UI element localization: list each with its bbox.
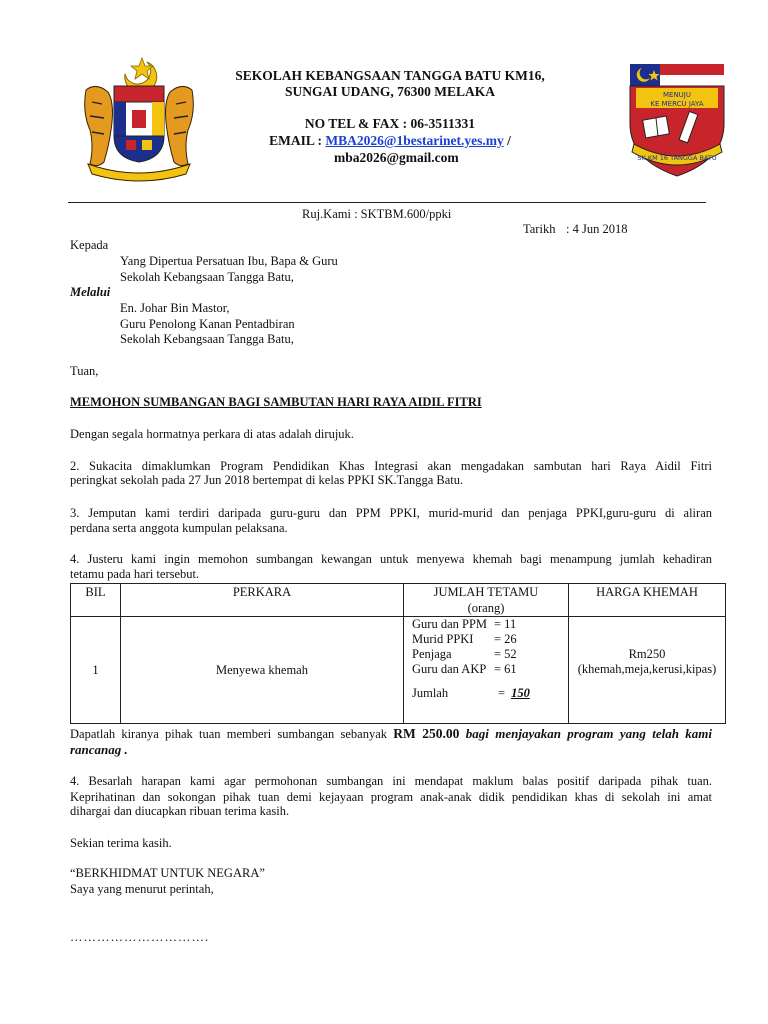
table-header-row [71,584,726,617]
para2-line-1: 2. Sukacita dimaklumkan Program Pendidikan Khas Integrasi akan mengadakan sambutan hari Raya Aidil Fitri [70,459,712,473]
via-line-1: En. Johar Bin Mastor, [120,301,230,315]
header-jumlah [404,584,569,617]
header-jumlah-sub: (orang) [467,601,505,615]
header-divider [68,202,706,203]
table-row [71,617,726,724]
school-logo [628,60,726,178]
email-label: EMAIL : [269,133,326,148]
email-secondary: mba2026@gmail.com [334,150,459,165]
date-value: : 4 Jun 2018 [566,222,628,236]
salutation: Tuan, [70,364,99,378]
para6-line-1: 4. Besarlah harapan kami agar permohonan sumbangan ini mendapat maklum balas positif daripada pihak tuan. [70,774,712,788]
coat-of-arms-logo [78,52,200,184]
para6-line-3: dihargai dan diucapkan ribuan terima kasih. [70,804,290,818]
kepada-label: Kepada [70,238,109,252]
guest-item [412,632,565,647]
header-bil: BIL [71,584,121,617]
para5-line-1 [70,726,712,742]
row-harga [569,617,726,724]
school-logo-text-bottom: SK KM 16 TANGGA BATU [637,154,717,162]
signoff: Saya yang menurut perintah, [70,882,214,896]
school-logo-text-mid: KE MERCU JAYA [650,100,704,108]
motto: “BERKHIDMAT UNTUK NEGARA” [70,866,265,880]
para6-line-2: Keprihatinan dan sokongan pihak tuan demi kejayaan program anak-anak didik pendidikan khas di sekolah ini amat [70,790,712,804]
total-eq: = [498,686,506,700]
via-line-3: Sekolah Kebangsaan Tangga Batu, [120,332,294,346]
school-name: SEKOLAH KEBANGSAAN TANGGA BATU KM16, [235,68,545,83]
email-line [200,133,580,149]
guest-value: = 26 [494,632,517,646]
para2-line-2: peringkat sekolah pada 27 Jun 2018 bertempat di kelas PPKI SK.Tangga Batu. [70,473,464,487]
price-value: Rm250 [628,647,666,661]
guest-item [412,647,565,662]
para4-line-1: 4. Justeru kami ingin memohon sumbangan kewangan untuk menyewa khemah bagi menampung jumlah kehadiran [70,552,712,566]
school-address: SUNGAI UDANG, 76300 MELAKA [284,84,495,99]
guest-value: = 52 [494,647,517,661]
total-value: 150 [511,686,530,700]
via-line-2: Guru Penolong Kanan Pentadbiran [120,317,295,331]
guest-total [412,686,565,701]
email-primary-link[interactable]: MBA2026@1bestarinet.yes.my [325,133,504,148]
reference-number: Ruj.Kami : SKTBM.600/ppki [302,207,452,221]
row-perkara: Menyewa khemah [121,617,404,724]
date-label: Tarikh [523,222,556,236]
para5-text: Dapatlah kiranya pihak tuan memberi sumbangan sebanyak [70,727,394,741]
signature-line: …………………………. [70,930,210,944]
subject-heading: MEMOHON SUMBANGAN BAGI SAMBUTAN HARI RAYA AIDIL FITRI [70,395,482,409]
guest-value: = 61 [494,662,517,676]
para5-amount: RM 250.00 [393,726,466,741]
guest-item [412,662,565,677]
para4-line-2: tetamu pada hari tersebut. [70,567,200,581]
guest-label: Guru dan AKP [412,662,487,676]
header-jumlah-title: JUMLAH TETAMU [433,585,539,599]
recipient-line-2: Sekolah Kebangsaan Tangga Batu, [120,270,294,284]
para5-bold-text: bagi menjayakan program yang telah kami [465,726,712,741]
header-harga: HARGA KHEMAH [569,584,726,617]
tent-rental-table [70,583,726,724]
para3-line-2: perdana serta anggota kumpulan pelaksana. [70,521,288,535]
price-note: (khemah,meja,kerusi,kipas) [577,662,717,676]
closing-text: Sekian terima kasih. [70,836,172,850]
guest-item [412,617,565,632]
email-separator: / [503,133,511,148]
para5-line-2: rancanag . [70,742,128,757]
melalui-label: Melalui [70,285,111,299]
total-label: Jumlah [412,686,449,700]
tel-fax: NO TEL & FAX : 06-3511331 [304,116,476,131]
para3-line-1: 3. Jemputan kami terdiri daripada guru-guru dan PPM PPKI, murid-murid dan penjaga PPKI,guru-guru di aliran [70,506,712,520]
guest-label: Guru dan PPM [412,617,488,631]
header-perkara: PERKARA [121,584,404,617]
intro-paragraph: Dengan segala hormatnya perkara di atas adalah dirujuk. [70,427,354,441]
guest-label: Penjaga [412,647,452,661]
row-guest-breakdown [404,617,569,724]
recipient-line-1: Yang Dipertua Persatuan Ibu, Bapa & Guru [120,254,338,268]
row-bil: 1 [71,617,121,724]
guest-value: = 11 [494,617,517,631]
guest-label: Murid PPKI [412,632,474,646]
school-logo-text-top: MENUJU [662,91,692,99]
